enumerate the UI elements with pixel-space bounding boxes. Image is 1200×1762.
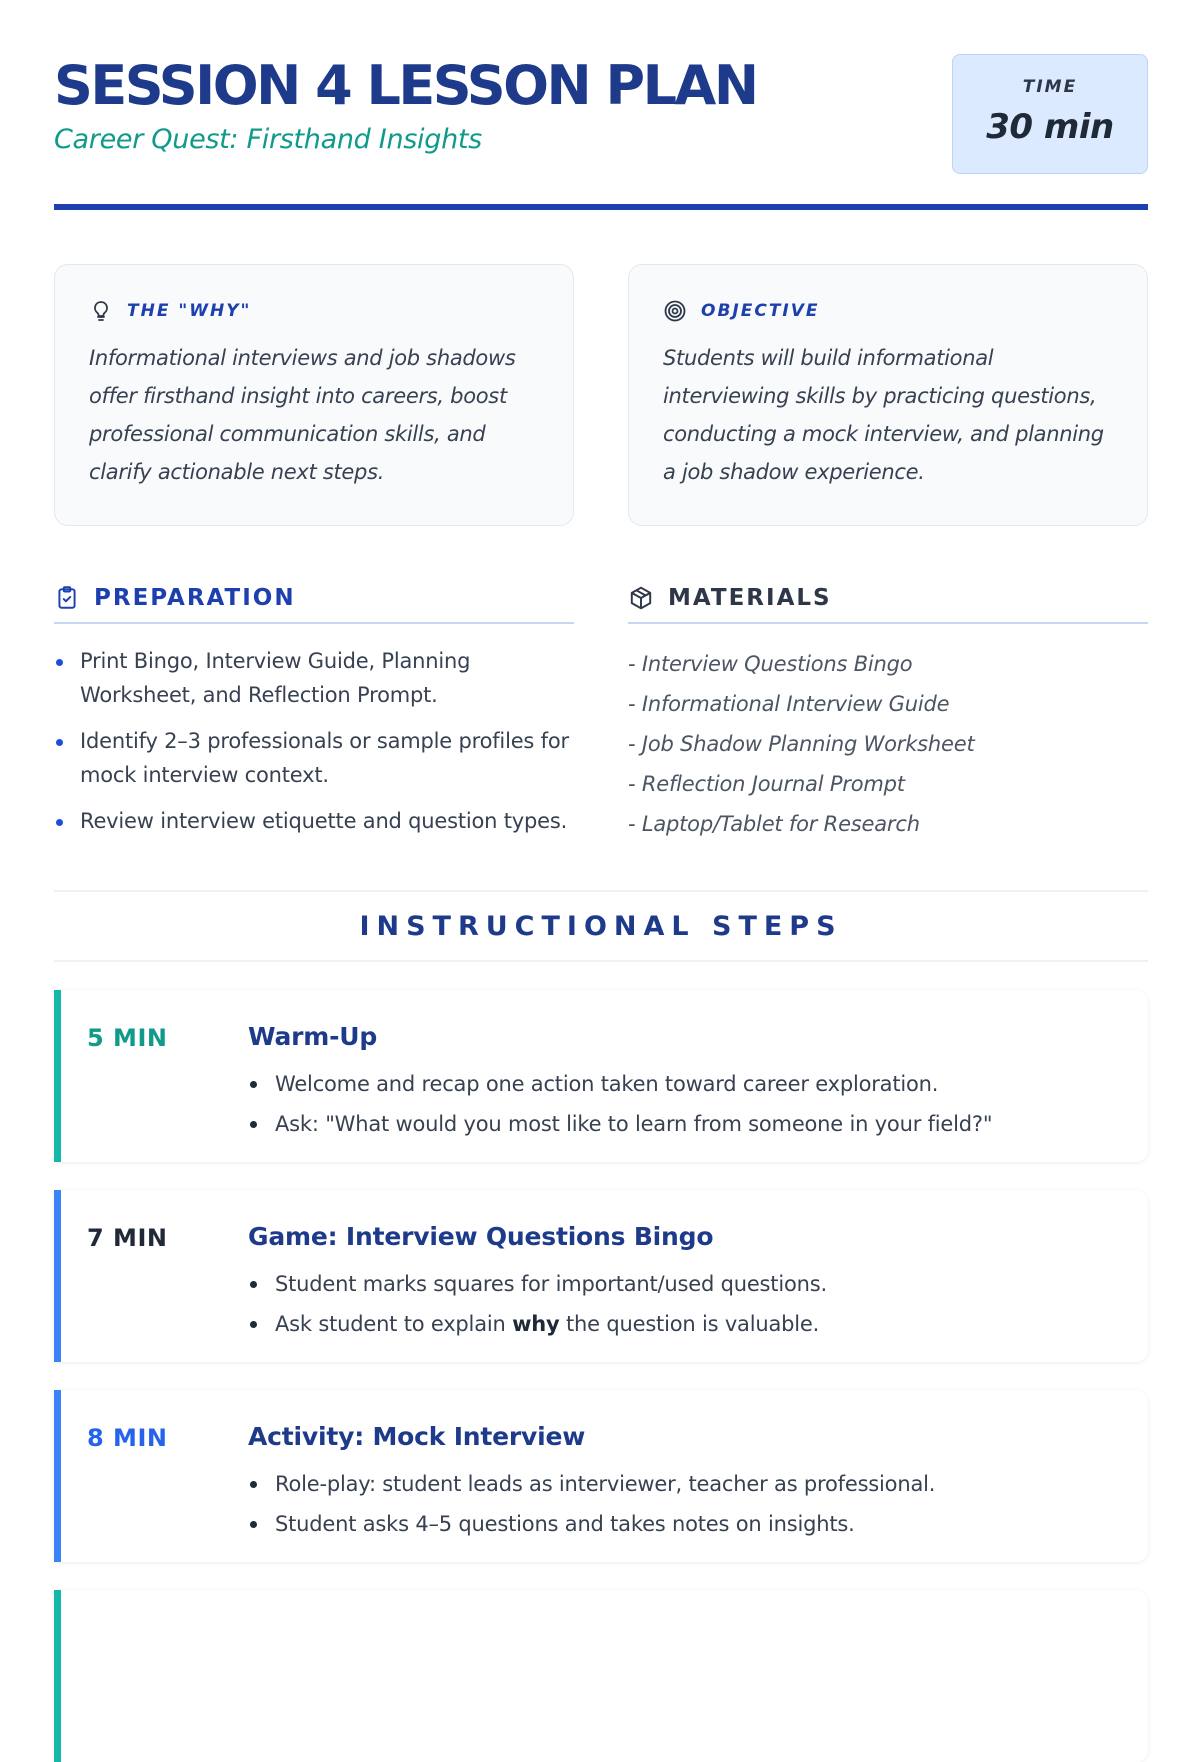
step-duration: 8 MIN bbox=[87, 1424, 168, 1452]
lesson-plan-page bbox=[54, 0, 1148, 1536]
bullet-dot bbox=[250, 1281, 257, 1288]
bullet-dot bbox=[56, 819, 63, 826]
time-badge bbox=[952, 54, 1148, 174]
objective-card-header bbox=[663, 295, 1113, 327]
materials-column bbox=[628, 576, 1148, 844]
step-duration: 7 MIN bbox=[87, 1224, 168, 1252]
step-accent-bar bbox=[54, 990, 61, 1162]
prep-materials-section bbox=[54, 576, 1148, 866]
list-item: - Job Shadow Planning Worksheet bbox=[628, 732, 975, 756]
step-bullet-text: Welcome and recap one action taken toward career exploration. bbox=[275, 1072, 939, 1096]
why-text: Informational interviews and job shadows offer firsthand insight into careers, boost professional communication skills, and clarify actionable next steps. bbox=[89, 346, 516, 484]
preparation-list bbox=[54, 644, 574, 838]
step-card-mock-interview bbox=[54, 1390, 1148, 1562]
time-label: TIME bbox=[1022, 77, 1078, 97]
bullet-dot bbox=[250, 1321, 257, 1328]
header bbox=[54, 0, 1148, 212]
step-bullet-emphasis: why bbox=[512, 1312, 560, 1336]
materials-header bbox=[628, 576, 1148, 624]
lightbulb-icon bbox=[89, 299, 113, 323]
preparation-title: PREPARATION bbox=[94, 585, 296, 611]
bullet-dot bbox=[250, 1081, 257, 1088]
bullet-dot bbox=[250, 1121, 257, 1128]
target-icon bbox=[663, 299, 687, 323]
list-item: - Informational Interview Guide bbox=[628, 692, 950, 716]
bullet-dot bbox=[250, 1521, 257, 1528]
step-duration: 5 MIN bbox=[87, 1024, 168, 1052]
list-item bbox=[54, 724, 574, 792]
list-item: - Interview Questions Bingo bbox=[628, 652, 913, 676]
list-item bbox=[54, 644, 574, 712]
page-title: SESSION 4 LESSON PLAN bbox=[54, 54, 757, 117]
bullet-dot bbox=[56, 659, 63, 666]
step-name: Activity: Mock Interview bbox=[248, 1422, 586, 1451]
step-bullet-text: Ask: "What would you most like to learn from someone in your field?" bbox=[275, 1112, 993, 1136]
summary-cards bbox=[54, 264, 1148, 526]
objective-label: OBJECTIVE bbox=[701, 301, 820, 321]
list-item bbox=[248, 1504, 935, 1544]
box-icon bbox=[628, 585, 654, 611]
instructional-steps-heading bbox=[54, 890, 1148, 962]
list-item bbox=[248, 1104, 992, 1144]
step-bullet-text: Student marks squares for important/used questions. bbox=[275, 1272, 827, 1296]
list-item bbox=[54, 804, 574, 838]
materials-title: MATERIALS bbox=[668, 585, 832, 611]
preparation-item-text: Review interview etiquette and question types. bbox=[80, 809, 568, 833]
step-bullet-text: Student asks 4–5 questions and takes notes on insights. bbox=[275, 1512, 855, 1536]
preparation-column bbox=[54, 576, 574, 850]
why-card-header bbox=[89, 295, 539, 327]
list-item bbox=[248, 1264, 827, 1304]
step-bullets bbox=[248, 1264, 827, 1344]
preparation-header bbox=[54, 576, 574, 624]
header-divider bbox=[54, 204, 1148, 210]
preparation-item-text: Print Bingo, Interview Guide, Planning Worksheet, and Reflection Prompt. bbox=[80, 649, 471, 707]
step-card-warm-up bbox=[54, 990, 1148, 1162]
step-accent-bar bbox=[54, 1190, 61, 1362]
step-bullets bbox=[248, 1064, 992, 1144]
step-card-next bbox=[54, 1590, 1148, 1762]
objective-text: Students will build informational interviewing skills by practicing questions, conducting a mock interview, and planning a job shadow experience. bbox=[663, 346, 1104, 484]
objective-card bbox=[628, 264, 1148, 526]
steps-title: INSTRUCTIONAL STEPS bbox=[359, 910, 843, 942]
step-card-bingo bbox=[54, 1190, 1148, 1362]
bullet-dot bbox=[250, 1481, 257, 1488]
step-bullet-text-after: the question is valuable. bbox=[559, 1312, 820, 1336]
clipboard-check-icon bbox=[54, 585, 80, 611]
page-subtitle: Career Quest: Firsthand Insights bbox=[54, 124, 482, 155]
why-card bbox=[54, 264, 574, 526]
list-item bbox=[248, 1064, 992, 1104]
step-bullet-text-before: Ask student to explain bbox=[275, 1312, 513, 1336]
list-item: - Laptop/Tablet for Research bbox=[628, 812, 920, 836]
step-accent-bar bbox=[54, 1390, 61, 1562]
why-label: THE "WHY" bbox=[127, 301, 252, 321]
list-item bbox=[248, 1464, 935, 1504]
step-bullet-text: Role-play: student leads as interviewer, teacher as professional. bbox=[275, 1472, 936, 1496]
materials-list bbox=[628, 644, 1148, 844]
time-value: 30 min bbox=[986, 107, 1114, 147]
step-bullets bbox=[248, 1464, 935, 1544]
bullet-dot bbox=[56, 739, 63, 746]
step-accent-bar bbox=[54, 1590, 61, 1762]
step-name: Game: Interview Questions Bingo bbox=[248, 1222, 714, 1251]
list-item: - Reflection Journal Prompt bbox=[628, 772, 905, 796]
preparation-item-text: Identify 2–3 professionals or sample profiles for mock interview context. bbox=[80, 729, 569, 787]
step-name: Warm-Up bbox=[248, 1022, 378, 1051]
list-item bbox=[248, 1304, 827, 1344]
